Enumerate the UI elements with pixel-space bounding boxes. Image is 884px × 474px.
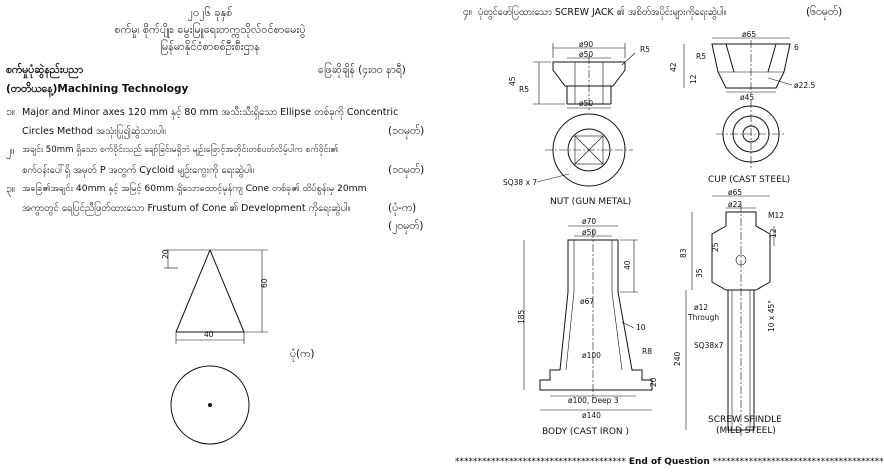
q4-number: ၄။: [463, 6, 473, 18]
q2-number: ၂။: [6, 145, 15, 157]
cup-label: CUP (CAST STEEL): [708, 175, 791, 185]
nut-dim-d50b: ø50: [579, 99, 594, 108]
body-dim-r8: R8: [642, 347, 652, 356]
q1-number: ၁။: [6, 106, 16, 118]
spindle-dim-d12: ø12: [694, 303, 709, 312]
body-dim-d50: ø50: [582, 228, 597, 237]
cup-dim-d225: ø22.5: [794, 81, 816, 90]
spindle-label-2: (MILD STEEL): [716, 426, 776, 436]
footer-text: End of Question: [628, 457, 710, 467]
cup-dim-6: 6: [794, 43, 799, 52]
q3-text-line1: အခြေ၏အချင်း 40mm နှင့် အမြင့် 60mm ရှိသောထောင့်မှန်ကျ Cone တစ်ခု၏ ထိပ်စွန်းမှ 20mm: [22, 183, 367, 194]
body-dim-h20: 20: [649, 377, 658, 387]
body-dim-h185: 185: [517, 309, 526, 324]
nut-dim-r5: R5: [640, 45, 650, 54]
body-drawing: [510, 210, 675, 442]
body-dim-d140: ø140: [582, 411, 601, 420]
cup-dim-r5: R5: [696, 52, 706, 61]
footer-stars-left: **************************************: [455, 457, 626, 467]
cup-dim-h42: 42: [669, 62, 678, 72]
q3-figure-ref: (ပုံ-က): [388, 202, 417, 214]
footer: [455, 457, 884, 467]
nut-dim-h45: 45: [508, 76, 517, 86]
cup-drawing: [669, 28, 855, 188]
cone-dim-height: 60: [260, 278, 269, 288]
body-dim-d100: ø100: [582, 351, 601, 360]
q1-text-line1: Major and Minor axes 120 mm နှင့် 80 mm အသီးသီးရှိသော Ellipse တစ်ခုကို Concentric: [22, 107, 399, 118]
exam-board: မြန်မာနိုင်ငံစာစစ်ဦးစီးဌာန: [160, 40, 260, 53]
spindle-dim-m12: M12: [768, 211, 785, 220]
q3-marks: (၂၀မှတ်): [388, 220, 424, 232]
paper-title: (တတိယနေ့)Machining Technology: [6, 83, 189, 95]
spindle-label-1: SCREW SPINDLE: [708, 415, 782, 425]
q2-marks: (၁၀မှတ်): [388, 164, 425, 176]
exam-time: ဖြေဆိုချိန် (၄း၀၀ နာရီ): [318, 64, 406, 76]
cup-dim-d45: ø45: [740, 93, 755, 102]
body-dim-d67: ø67: [580, 297, 595, 306]
nut-dim-r5b: R5: [519, 85, 529, 94]
cup-dim-d65: ø65: [742, 30, 757, 39]
spindle-dim-h240: 240: [673, 351, 682, 366]
q1-marks: (၁၀မှတ်): [388, 125, 425, 137]
q4-marks: (၆၀မှတ်): [806, 6, 843, 18]
nut-dim-d90: ø90: [579, 40, 594, 49]
subject-name: စက်မှုပုံဆွဲနည်းပညာ: [6, 64, 84, 76]
footer-stars-right: **************************************: [712, 457, 884, 467]
q3-number: ၃။: [6, 183, 16, 195]
cone-plan: [165, 360, 255, 450]
spindle-dim-25: 25: [711, 242, 720, 252]
q1-text-line2: Circles Method အသုံးပြု၍ဆွဲသားပါ။: [22, 126, 166, 137]
spindle-drawing: [672, 186, 857, 446]
body-dim-10: 10: [636, 323, 646, 332]
spindle-dim-d22: ø22: [728, 200, 743, 209]
nut-dim-sq: SQ38 x 7: [503, 178, 538, 187]
q3-text-line2: အကွာတွင် ရေပြင်ညီဖြတ်ထားသော Frustum of Cone ၏ Development ကိုရေးဆွဲပါ။: [22, 203, 351, 214]
body-dim-deep: ø100, Deep 3: [568, 396, 619, 405]
q2-text-line1: အချင်း 50mm ရှိသော စက်ဝိုင်းသည် ချော်ခြင်းမရှိဘဲ မျဉ်းဖြောင့်အတိုင်းတစ်ပတ်လိမ့်ပါက စက်ဝိုင်း၏: [22, 145, 339, 155]
spindle-dim-d65: ø65: [728, 188, 743, 197]
cone-dim-top: 20: [161, 249, 170, 259]
cone-dim-base: 40: [204, 330, 214, 339]
spindle-dim-12: 12: [769, 228, 778, 238]
cone-caption: ပုံ(က): [290, 348, 315, 360]
spindle-dim-h35: 35: [695, 268, 704, 278]
nut-drawing: [495, 38, 675, 208]
cup-dim-12: 12: [689, 74, 698, 84]
nut-label: NUT (GUN METAL): [550, 197, 632, 207]
exam-title: စက်မှု၊ စိုက်ပျိုး၊ မွေးမြူရေးတက္ကသိုလ်ဝင်စာမေးပွဲ: [114, 23, 306, 36]
cone-elevation: [150, 238, 290, 358]
body-label: BODY (CAST IRON ): [542, 427, 630, 437]
body-dim-h40: 40: [623, 260, 632, 270]
nut-dim-d50: ø50: [579, 50, 594, 59]
spindle-dim-h83: 83: [679, 248, 688, 258]
q4-text: ပုံတွင်ဖော်ပြထားသော SCREW JACK ၏ အစိတ်အပိုင်းများကိုရေးဆွဲပါ။: [478, 7, 727, 18]
exam-year: ၂၀၂၆ ခုနှစ်: [187, 6, 233, 19]
body-dim-d70: ø70: [582, 217, 597, 226]
spindle-dim-chamfer: 10 x 45°: [767, 299, 776, 332]
spindle-dim-through: Through: [688, 313, 720, 322]
spindle-dim-sq: SQ38x7: [694, 341, 724, 350]
q2-text-line2: စက်ဝန်းပေါ်ရှိ အမှတ် P အတွက် Cycloid မျဉ်းကွေးကို ရေးဆွဲပါ။: [22, 165, 254, 176]
